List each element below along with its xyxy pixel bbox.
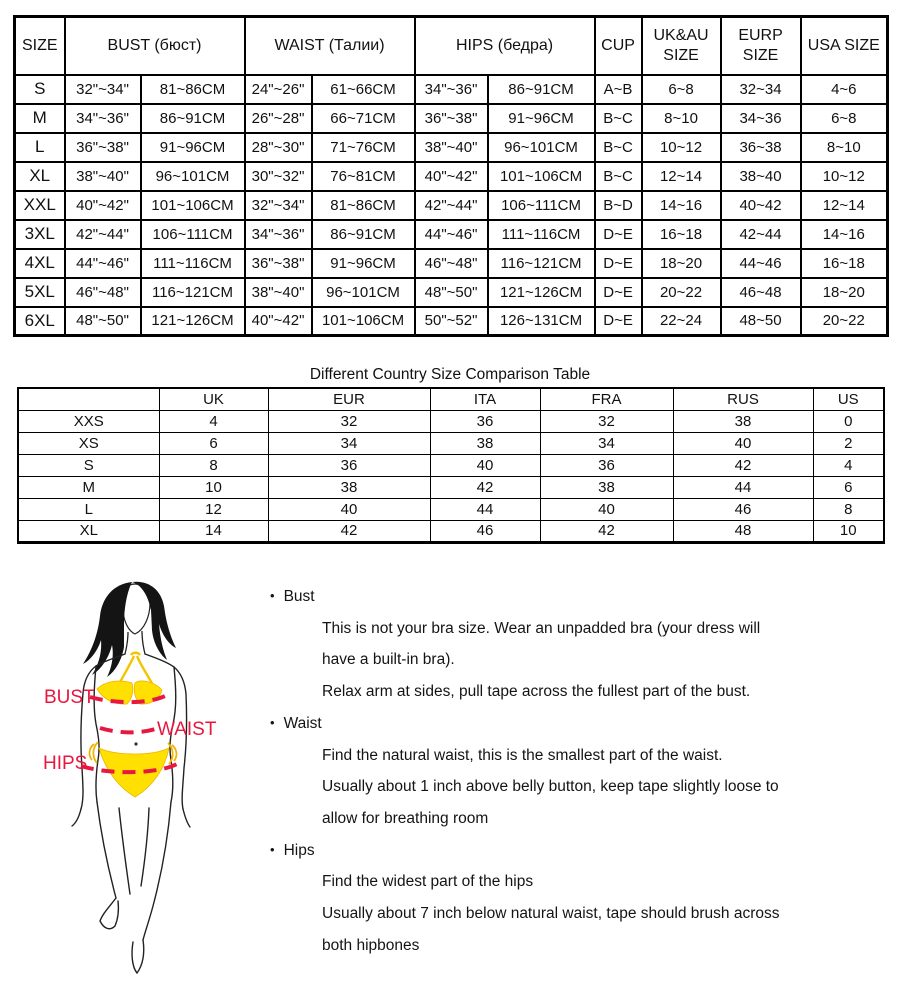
value-cell: 101~106CM	[488, 162, 595, 191]
value-cell: 116~121CM	[488, 249, 595, 278]
value-cell: 10	[159, 476, 268, 498]
bullet-glyph: •	[270, 714, 275, 730]
value-cell: 16~18	[642, 220, 721, 249]
measuring-guide	[268, 581, 893, 961]
value-cell: 8~10	[801, 133, 888, 162]
value-cell: 76~81CM	[312, 162, 415, 191]
column-header: RUS	[673, 388, 813, 410]
column-header: FRA	[540, 388, 673, 410]
value-cell: 42	[673, 454, 813, 476]
value-cell: 34"~36"	[245, 220, 312, 249]
waist-label: WAIST	[157, 719, 217, 740]
guide-text-line: Usually about 7 inch below natural waist, tape should brush across	[322, 905, 780, 923]
value-cell: 42	[430, 476, 540, 498]
value-cell: 46"~48"	[65, 278, 141, 307]
value-cell: 6~8	[642, 75, 721, 104]
column-header: USA SIZE	[801, 17, 888, 75]
value-cell: 12	[159, 498, 268, 520]
value-cell: 40	[430, 454, 540, 476]
value-cell: 48"~50"	[415, 278, 488, 307]
value-cell: 6	[159, 432, 268, 454]
value-cell: 36~38	[721, 133, 801, 162]
value-cell: B~C	[595, 133, 642, 162]
body-sketch-illustration	[20, 576, 255, 982]
size-chart-body	[15, 75, 888, 336]
value-cell: D~E	[595, 220, 642, 249]
value-cell: 44"~46"	[415, 220, 488, 249]
value-cell: 6	[813, 476, 884, 498]
column-header: CUP	[595, 17, 642, 75]
value-cell: 14	[159, 520, 268, 542]
column-header	[18, 388, 159, 410]
guide-section-heading	[268, 835, 893, 867]
hips-label: HIPS	[43, 753, 88, 774]
row-label-cell: 4XL	[15, 249, 65, 278]
value-cell: 38	[540, 476, 673, 498]
value-cell: 48~50	[721, 307, 801, 336]
row-label-cell: XXL	[15, 191, 65, 220]
row-label-cell: M	[18, 476, 159, 498]
value-cell: 38	[430, 432, 540, 454]
value-cell: 106~111CM	[488, 191, 595, 220]
row-label-cell: 5XL	[15, 278, 65, 307]
value-cell: 4~6	[801, 75, 888, 104]
value-cell: 40"~42"	[65, 191, 141, 220]
comparison-table-title: Different Country Size Comparison Table	[309, 366, 591, 383]
waist-line	[100, 727, 161, 732]
guide-text-line: Relax arm at sides, pull tape across the fullest part of the bust.	[322, 683, 751, 701]
table-row	[18, 476, 884, 498]
row-label-cell: XS	[18, 432, 159, 454]
value-cell: 42	[268, 520, 430, 542]
value-cell: 38"~40"	[415, 133, 488, 162]
value-cell: 46"~48"	[415, 249, 488, 278]
value-cell: 38	[673, 410, 813, 432]
value-cell: 40"~42"	[245, 307, 312, 336]
column-header: ITA	[430, 388, 540, 410]
value-cell: 16~18	[801, 249, 888, 278]
value-cell: 38"~40"	[65, 162, 141, 191]
value-cell: D~E	[595, 278, 642, 307]
value-cell: 91~96CM	[488, 104, 595, 133]
comparison-table	[17, 387, 885, 544]
value-cell: 14~16	[642, 191, 721, 220]
value-cell: 48	[673, 520, 813, 542]
row-label-cell: M	[15, 104, 65, 133]
table-row	[15, 191, 888, 220]
row-label-cell: 6XL	[15, 307, 65, 336]
value-cell: 36"~38"	[415, 104, 488, 133]
guide-section-heading	[268, 708, 893, 740]
guide-section-heading	[268, 581, 893, 613]
value-cell: B~C	[595, 104, 642, 133]
column-header: EURP SIZE	[721, 17, 801, 75]
value-cell: 36	[430, 410, 540, 432]
table-row	[18, 410, 884, 432]
value-cell: 32	[268, 410, 430, 432]
value-cell: 40	[673, 432, 813, 454]
size-chart-table	[13, 15, 889, 337]
table-row	[15, 278, 888, 307]
value-cell: 30"~32"	[245, 162, 312, 191]
value-cell: 36	[268, 454, 430, 476]
value-cell: 44	[673, 476, 813, 498]
value-cell: D~E	[595, 249, 642, 278]
value-cell: 10~12	[801, 162, 888, 191]
value-cell: 4	[813, 454, 884, 476]
value-cell: 8	[813, 498, 884, 520]
value-cell: 32~34	[721, 75, 801, 104]
value-cell: 81~86CM	[141, 75, 245, 104]
guide-text-line: Find the natural waist, this is the smallest part of the waist.	[322, 746, 723, 764]
column-header: UK&AU SIZE	[642, 17, 721, 75]
value-cell: 32	[540, 410, 673, 432]
value-cell: 10~12	[642, 133, 721, 162]
column-header: EUR	[268, 388, 430, 410]
guide-text-line: Find the widest part of the hips	[322, 873, 534, 891]
value-cell: 66~71CM	[312, 104, 415, 133]
value-cell: 38~40	[721, 162, 801, 191]
value-cell: 36"~38"	[245, 249, 312, 278]
row-label-cell: XL	[15, 162, 65, 191]
guide-text-line: have a built-in bra).	[322, 651, 455, 669]
row-label-cell: L	[15, 133, 65, 162]
value-cell: B~D	[595, 191, 642, 220]
value-cell: B~C	[595, 162, 642, 191]
value-cell: 24"~26"	[245, 75, 312, 104]
value-cell: 61~66CM	[312, 75, 415, 104]
value-cell: 34"~36"	[65, 104, 141, 133]
guide-text-line: both hipbones	[322, 936, 420, 954]
value-cell: 34	[540, 432, 673, 454]
value-cell: 38	[268, 476, 430, 498]
table-row	[15, 133, 888, 162]
value-cell: 96~101CM	[312, 278, 415, 307]
value-cell: 121~126CM	[141, 307, 245, 336]
value-cell: 0	[813, 410, 884, 432]
value-cell: 50"~52"	[415, 307, 488, 336]
value-cell: 34"~36"	[415, 75, 488, 104]
value-cell: 42~44	[721, 220, 801, 249]
value-cell: 46	[430, 520, 540, 542]
bullet-glyph: •	[270, 841, 275, 857]
value-cell: 12~14	[642, 162, 721, 191]
row-label-cell: S	[18, 454, 159, 476]
value-cell: 34	[268, 432, 430, 454]
size-chart-header-row	[15, 17, 888, 75]
value-cell: 18~20	[801, 278, 888, 307]
value-cell: 36	[540, 454, 673, 476]
value-cell: 86~91CM	[141, 104, 245, 133]
column-header: WAIST (Талии)	[245, 17, 415, 75]
value-cell: 32"~34"	[245, 191, 312, 220]
value-cell: 46~48	[721, 278, 801, 307]
value-cell: 32"~34"	[65, 75, 141, 104]
table-row	[15, 104, 888, 133]
table-row	[15, 249, 888, 278]
value-cell: 126~131CM	[488, 307, 595, 336]
column-header: SIZE	[15, 17, 65, 75]
guide-heading-label: Waist	[283, 714, 322, 732]
bust-label: BUST	[44, 687, 95, 708]
guide-heading-label: Hips	[283, 841, 315, 859]
value-cell: 71~76CM	[312, 133, 415, 162]
value-cell: 18~20	[642, 249, 721, 278]
guide-text-line: allow for breathing room	[322, 809, 489, 827]
value-cell: 8~10	[642, 104, 721, 133]
value-cell: 96~101CM	[141, 162, 245, 191]
comparison-body	[18, 410, 884, 542]
value-cell: 34~36	[721, 104, 801, 133]
value-cell: 91~96CM	[312, 249, 415, 278]
value-cell: 44"~46"	[65, 249, 141, 278]
bikini-top	[97, 681, 162, 704]
table-row	[18, 520, 884, 542]
value-cell: 116~121CM	[141, 278, 245, 307]
value-cell: 42	[540, 520, 673, 542]
value-cell: 44	[430, 498, 540, 520]
value-cell: 4	[159, 410, 268, 432]
row-label-cell: S	[15, 75, 65, 104]
table-row	[18, 432, 884, 454]
value-cell: 40~42	[721, 191, 801, 220]
value-cell: 111~116CM	[141, 249, 245, 278]
value-cell: 86~91CM	[488, 75, 595, 104]
value-cell: 106~111CM	[141, 220, 245, 249]
table-row	[18, 498, 884, 520]
comparison-header-row	[18, 388, 884, 410]
value-cell: 26"~28"	[245, 104, 312, 133]
value-cell: 44~46	[721, 249, 801, 278]
value-cell: 111~116CM	[488, 220, 595, 249]
value-cell: 40"~42"	[415, 162, 488, 191]
value-cell: 6~8	[801, 104, 888, 133]
bullet-glyph: •	[270, 588, 275, 603]
value-cell: 14~16	[801, 220, 888, 249]
column-header: UK	[159, 388, 268, 410]
value-cell: 42"~44"	[65, 220, 141, 249]
value-cell: 38"~40"	[245, 278, 312, 307]
value-cell: 20~22	[642, 278, 721, 307]
value-cell: 22~24	[642, 307, 721, 336]
value-cell: 48"~50"	[65, 307, 141, 336]
navel-dot	[134, 742, 137, 745]
value-cell: A~B	[595, 75, 642, 104]
value-cell: 40	[540, 498, 673, 520]
row-label-cell: L	[18, 498, 159, 520]
value-cell: 2	[813, 432, 884, 454]
guide-text-line: Usually about 1 inch above belly button, keep tape slightly loose to	[322, 778, 779, 796]
guide-text-line: This is not your bra size. Wear an unpadded bra (your dress will	[322, 619, 761, 637]
value-cell: 28"~30"	[245, 133, 312, 162]
table-row	[15, 307, 888, 336]
table-row	[15, 220, 888, 249]
row-label-cell: XL	[18, 520, 159, 542]
value-cell: 121~126CM	[488, 278, 595, 307]
row-label-cell: 3XL	[15, 220, 65, 249]
measurement-figure	[20, 576, 255, 982]
table-row	[15, 75, 888, 104]
value-cell: 96~101CM	[488, 133, 595, 162]
table-row	[18, 454, 884, 476]
value-cell: 101~106CM	[312, 307, 415, 336]
value-cell: 91~96CM	[141, 133, 245, 162]
column-header: BUST (бюст)	[65, 17, 245, 75]
value-cell: 40	[268, 498, 430, 520]
column-header: US	[813, 388, 884, 410]
value-cell: 10	[813, 520, 884, 542]
value-cell: 8	[159, 454, 268, 476]
value-cell: 12~14	[801, 191, 888, 220]
guide-heading-label: Bust	[283, 588, 315, 605]
row-label-cell: XXS	[18, 410, 159, 432]
value-cell: 86~91CM	[312, 220, 415, 249]
value-cell: 81~86CM	[312, 191, 415, 220]
table-row	[15, 162, 888, 191]
value-cell: D~E	[595, 307, 642, 336]
value-cell: 42"~44"	[415, 191, 488, 220]
value-cell: 36"~38"	[65, 133, 141, 162]
value-cell: 20~22	[801, 307, 888, 336]
value-cell: 46	[673, 498, 813, 520]
column-header: HIPS (бедра)	[415, 17, 595, 75]
value-cell: 101~106CM	[141, 191, 245, 220]
